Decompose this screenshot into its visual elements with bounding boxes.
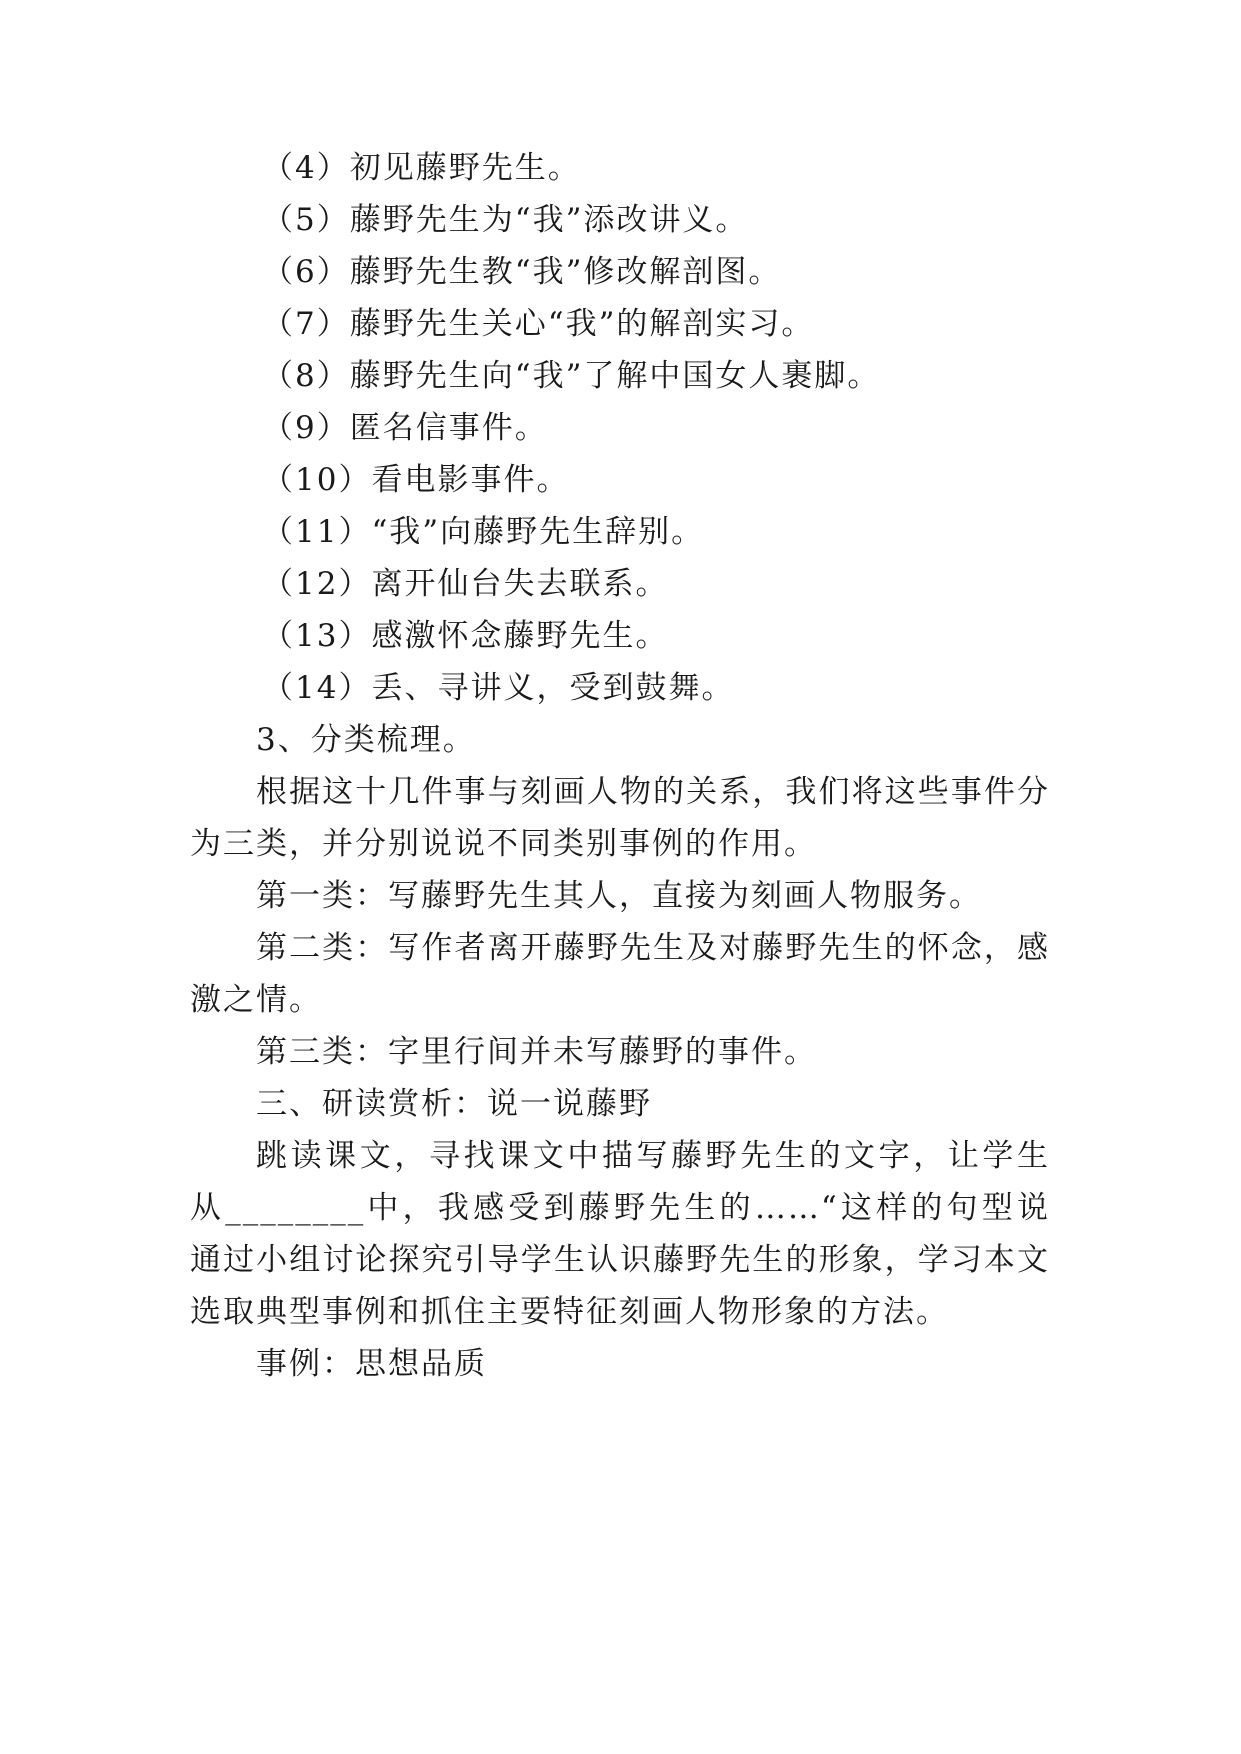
example-line: 事例：思想品质 — [256, 1346, 487, 1382]
paragraph-reading-line-3: 通过小组讨论探究引导学生认识藤野先生的形象，学习本文 — [190, 1242, 1050, 1278]
category-two-line-1: 第二类：写作者离开藤野先生及对藤野先生的怀念，感 — [256, 930, 1050, 966]
paragraph-reading-line-2: 从________中，我感受到藤野先生的……“这样的句型说 — [190, 1190, 1050, 1226]
list-item-12: （12）离开仙台失去联系。 — [262, 566, 669, 602]
paragraph-classify-line-1: 根据这十几件事与刻画人物的关系，我们将这些事件分 — [256, 774, 1050, 810]
list-item-7: （7）藤野先生关心“我”的解剖实习。 — [262, 306, 815, 342]
list-item-4: （4）初见藤野先生。 — [262, 150, 581, 186]
category-two-line-2: 激之情。 — [190, 982, 322, 1018]
paragraph-classify-line-2: 为三类，并分别说说不同类别事例的作用。 — [190, 826, 817, 862]
section-heading-classify: 3、分类梳理。 — [256, 722, 476, 758]
list-item-8: （8）藤野先生向“我”了解中国女人裹脚。 — [262, 358, 881, 394]
paragraph-reading-line-1: 跳读课文，寻找课文中描写藤野先生的文字，让学生 — [256, 1138, 1050, 1174]
part-three-heading: 三、研读赏析：说一说藤野 — [256, 1086, 652, 1122]
category-three: 第三类：字里行间并未写藤野的事件。 — [256, 1034, 817, 1070]
list-item-6: （6）藤野先生教“我”修改解剖图。 — [262, 254, 782, 290]
category-one: 第一类：写藤野先生其人，直接为刻画人物服务。 — [256, 878, 982, 914]
list-item-13: （13）感激怀念藤野先生。 — [262, 618, 669, 654]
list-item-9: （9）匿名信事件。 — [262, 410, 548, 446]
list-item-5: （5）藤野先生为“我”添改讲义。 — [262, 202, 749, 238]
list-item-11: （11）“我”向藤野先生辞别。 — [262, 514, 705, 550]
list-item-14: （14）丢、寻讲义，受到鼓舞。 — [262, 670, 735, 706]
paragraph-reading-line-4: 选取典型事例和抓住主要特征刻画人物形象的方法。 — [190, 1294, 949, 1330]
list-item-10: （10）看电影事件。 — [262, 462, 570, 498]
